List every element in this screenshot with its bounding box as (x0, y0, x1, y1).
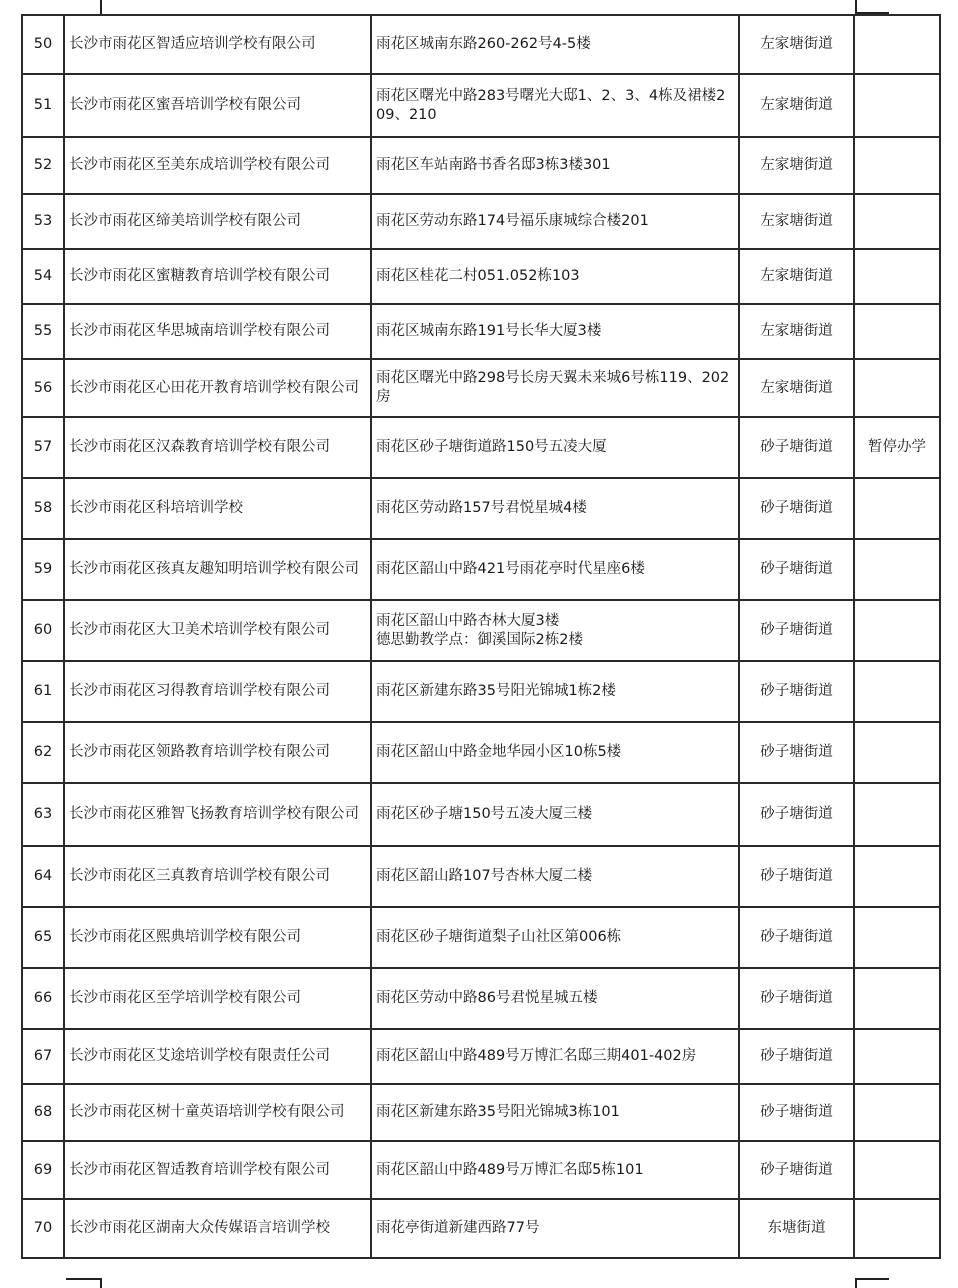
row-number: 63 (22, 783, 64, 846)
school-name: 长沙市雨花区雅智飞扬教育培训学校有限公司 (64, 783, 371, 846)
row-number: 56 (22, 359, 64, 417)
address-line: 雨花区劳动中路86号君悦星城五楼 (376, 990, 598, 1006)
table-row (22, 846, 940, 907)
bottom-fragment-line-right (855, 1278, 889, 1280)
school-address (371, 74, 739, 137)
table-row (22, 907, 940, 968)
address-line: 雨花区劳动东路174号福乐康城综合楼201 (376, 213, 649, 229)
status-note (854, 539, 940, 600)
school-address (371, 907, 739, 968)
row-number: 50 (22, 15, 64, 74)
table-row (22, 1029, 940, 1084)
school-address (371, 722, 739, 783)
school-name: 长沙市雨花区蜜糖教育培训学校有限公司 (64, 249, 371, 304)
street-name: 砂子塘街道 (739, 600, 854, 661)
table-row (22, 722, 940, 783)
table-row (22, 137, 940, 194)
street-name: 东塘街道 (739, 1199, 854, 1258)
school-address (371, 1199, 739, 1258)
table-row (22, 194, 940, 249)
school-name: 长沙市雨花区华思城南培训学校有限公司 (64, 304, 371, 359)
table-row (22, 304, 940, 359)
row-number: 69 (22, 1141, 64, 1199)
school-name: 长沙市雨花区至学培训学校有限公司 (64, 968, 371, 1029)
school-address (371, 539, 739, 600)
status-note (854, 1084, 940, 1141)
school-address (371, 478, 739, 539)
table-row (22, 1084, 940, 1141)
address-line: 雨花区韶山中路489号万博汇名邸5栋101 (376, 1161, 644, 1178)
row-number: 68 (22, 1084, 64, 1141)
school-address (371, 194, 739, 249)
status-note (854, 722, 940, 783)
school-name: 长沙市雨花区智适应培训学校有限公司 (64, 15, 371, 74)
status-note (854, 74, 940, 137)
school-name: 长沙市雨花区艾途培训学校有限责任公司 (64, 1029, 371, 1084)
school-name: 长沙市雨花区领路教育培训学校有限公司 (64, 722, 371, 783)
row-number: 61 (22, 661, 64, 722)
table-row (22, 249, 940, 304)
street-name: 左家塘街道 (739, 194, 854, 249)
table-row (22, 600, 940, 661)
street-name: 左家塘街道 (739, 359, 854, 417)
school-name: 长沙市雨花区蜜吾培训学校有限公司 (64, 74, 371, 137)
school-name: 长沙市雨花区智适教育培训学校有限公司 (64, 1141, 371, 1199)
status-note (854, 304, 940, 359)
street-name: 砂子塘街道 (739, 478, 854, 539)
row-number: 66 (22, 968, 64, 1029)
table-row (22, 968, 940, 1029)
street-name: 左家塘街道 (739, 137, 854, 194)
street-name: 砂子塘街道 (739, 783, 854, 846)
school-address (371, 137, 739, 194)
school-address (371, 249, 739, 304)
street-name: 砂子塘街道 (739, 1084, 854, 1141)
school-name: 长沙市雨花区汉森教育培训学校有限公司 (64, 417, 371, 478)
table-row (22, 1199, 940, 1258)
school-address (371, 968, 739, 1029)
school-address (371, 1029, 739, 1084)
street-name: 砂子塘街道 (739, 1141, 854, 1199)
status-note (854, 137, 940, 194)
table-row (22, 661, 940, 722)
status-note (854, 600, 940, 661)
street-name: 左家塘街道 (739, 304, 854, 359)
address-line: 雨花区劳动路157号君悦星城4楼 (376, 500, 587, 516)
address-line: 雨花区桂花二村051.052栋103 (376, 268, 580, 284)
school-name: 长沙市雨花区缔美培训学校有限公司 (64, 194, 371, 249)
address-line: 雨花区砂子塘街道路150号五凌大厦 (376, 439, 607, 455)
street-name: 砂子塘街道 (739, 846, 854, 907)
address-line: 雨花区韶山中路金地华园小区10栋5楼 (376, 744, 622, 760)
bottom-fragment-line-left-v (100, 1278, 102, 1288)
school-address (371, 1084, 739, 1141)
school-name: 长沙市雨花区习得教育培训学校有限公司 (64, 661, 371, 722)
address-line: 雨花区砂子塘150号五凌大厦三楼 (376, 806, 593, 822)
address-line: 雨花区曙光中路298号长房天翼未来城6号栋119、202房 (376, 370, 730, 405)
row-number: 52 (22, 137, 64, 194)
table-row (22, 359, 940, 417)
street-name: 砂子塘街道 (739, 661, 854, 722)
street-name: 砂子塘街道 (739, 417, 854, 478)
street-name: 砂子塘街道 (739, 1029, 854, 1084)
street-name: 砂子塘街道 (739, 539, 854, 600)
school-address (371, 846, 739, 907)
row-number: 53 (22, 194, 64, 249)
school-name: 长沙市雨花区科培培训学校 (64, 478, 371, 539)
status-note (854, 478, 940, 539)
status-note (854, 15, 940, 74)
status-note (854, 783, 940, 846)
address-line: 雨花区车站南路书香名邸3栋3楼301 (376, 157, 611, 173)
table-row (22, 1141, 940, 1199)
bottom-fragment-line-right-v (855, 1278, 857, 1288)
school-name: 长沙市雨花区心田花开教育培训学校有限公司 (64, 359, 371, 417)
status-note (854, 1029, 940, 1084)
table-row (22, 74, 940, 137)
training-school-table (21, 14, 941, 1259)
status-note (854, 194, 940, 249)
address-line: 雨花区韶山路107号杏林大厦二楼 (376, 868, 593, 884)
row-number: 57 (22, 417, 64, 478)
school-name: 长沙市雨花区至美东成培训学校有限公司 (64, 137, 371, 194)
street-name: 左家塘街道 (739, 15, 854, 74)
address-line: 雨花区砂子塘街道梨子山社区第006栋 (376, 929, 622, 945)
status-note (854, 846, 940, 907)
address-line: 雨花亭街道新建西路77号 (376, 1220, 540, 1236)
table-body (22, 15, 940, 1258)
status-note (854, 1199, 940, 1258)
school-name: 长沙市雨花区树十童英语培训学校有限公司 (64, 1084, 371, 1141)
school-name: 长沙市雨花区湖南大众传媒语言培训学校 (64, 1199, 371, 1258)
row-number: 59 (22, 539, 64, 600)
row-number: 58 (22, 478, 64, 539)
table-row (22, 417, 940, 478)
address-line: 德思勤教学点：御溪国际2栋2楼 (376, 631, 583, 648)
row-number: 67 (22, 1029, 64, 1084)
row-number: 55 (22, 304, 64, 359)
status-note (854, 907, 940, 968)
school-address (371, 1141, 739, 1199)
school-address (371, 783, 739, 846)
row-number: 54 (22, 249, 64, 304)
address-line: 雨花区韶山中路杏林大厦3楼 (376, 612, 560, 629)
status-note (854, 968, 940, 1029)
school-address (371, 661, 739, 722)
street-name: 左家塘街道 (739, 249, 854, 304)
address-line: 雨花区城南东路260-262号4-5楼 (376, 36, 591, 52)
row-number: 62 (22, 722, 64, 783)
school-address (371, 15, 739, 74)
school-name: 长沙市雨花区熙典培训学校有限公司 (64, 907, 371, 968)
school-name: 长沙市雨花区三真教育培训学校有限公司 (64, 846, 371, 907)
row-number: 70 (22, 1199, 64, 1258)
address-line: 雨花区韶山中路421号雨花亭时代星座6楼 (376, 561, 645, 577)
address-line: 雨花区城南东路191号长华大厦3楼 (376, 323, 602, 339)
school-name: 长沙市雨花区大卫美术培训学校有限公司 (64, 600, 371, 661)
status-note (854, 249, 940, 304)
table-row (22, 783, 940, 846)
top-fragment-line-left (100, 0, 102, 14)
street-name: 左家塘街道 (739, 74, 854, 137)
bottom-fragment-line-left (66, 1278, 102, 1280)
table-row (22, 539, 940, 600)
status-note (854, 359, 940, 417)
row-number: 51 (22, 74, 64, 137)
status-note (854, 1141, 940, 1199)
table-row (22, 15, 940, 74)
school-address (371, 417, 739, 478)
row-number: 64 (22, 846, 64, 907)
street-name: 砂子塘街道 (739, 722, 854, 783)
street-name: 砂子塘街道 (739, 968, 854, 1029)
street-name: 砂子塘街道 (739, 907, 854, 968)
status-note (854, 661, 940, 722)
address-line: 雨花区韶山中路489号万博汇名邸三期401-402房 (376, 1048, 697, 1064)
school-name: 长沙市雨花区孩真友趣知明培训学校有限公司 (64, 539, 371, 600)
address-line: 雨花区新建东路35号阳光锦城3栋101 (376, 1104, 620, 1120)
row-number: 60 (22, 600, 64, 661)
address-line: 雨花区新建东路35号阳光锦城1栋2楼 (376, 683, 616, 699)
school-address (371, 304, 739, 359)
row-number: 65 (22, 907, 64, 968)
table-row (22, 478, 940, 539)
status-note: 暂停办学 (854, 417, 940, 478)
school-address (371, 600, 739, 661)
address-line: 雨花区曙光中路283号曙光大邸1、2、3、4栋及裙楼209、210 (376, 87, 726, 123)
school-address (371, 359, 739, 417)
